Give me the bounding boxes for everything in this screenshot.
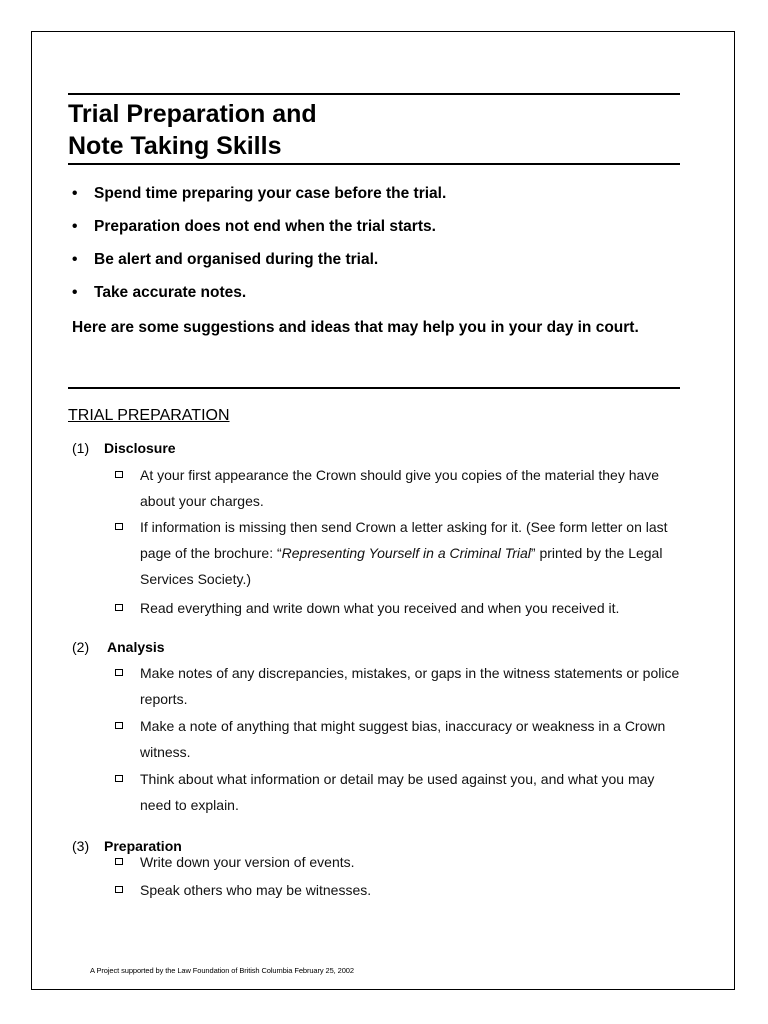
bullet-item <box>72 218 436 236</box>
list-item: At your first appearance the Crown should give you copies of the material they have about your charges. <box>140 467 660 509</box>
section-divider <box>68 387 680 389</box>
bullet-dot-icon: • <box>72 251 78 268</box>
bullet-text: Take accurate notes. <box>94 284 247 301</box>
list-item-text: If information is missing then send Crown a letter asking for it. (See form letter on last page of the brochure: “ <box>140 519 668 561</box>
list-item: Write down your version of events. <box>140 854 355 870</box>
list-item: Make a note of anything that might suggest bias, inaccuracy or weakness in a Crown witness. <box>140 718 666 760</box>
checkbox-bullet-icon <box>115 775 123 782</box>
subsection-number: (2) <box>72 639 90 655</box>
subsection-number: (1) <box>72 440 90 456</box>
subsection-heading: Preparation <box>104 838 182 854</box>
checkbox-bullet-icon <box>115 471 123 478</box>
subsection-heading: Disclosure <box>104 440 176 456</box>
checkbox-bullet-icon <box>115 722 123 729</box>
title-line-2: Note Taking Skills <box>68 132 282 160</box>
title-line-1: Trial Preparation and <box>68 100 317 128</box>
bullet-text: Preparation does not end when the trial starts. <box>94 218 436 235</box>
checkbox-bullet-icon <box>115 858 123 865</box>
bullet-item <box>72 284 246 302</box>
bullet-text: Spend time preparing your case before the trial. <box>94 185 447 202</box>
page-footer: A Project supported by the Law Foundation of British Columbia February 25, 2002 <box>90 966 354 975</box>
list-item: Make notes of any discrepancies, mistakes, or gaps in the witness statements or police reports. <box>140 665 680 707</box>
list-item: Speak others who may be witnesses. <box>140 882 372 898</box>
title-top-rule <box>68 93 680 95</box>
intro-paragraph: Here are some suggestions and ideas that may help you in your day in court. <box>72 319 639 336</box>
bullet-dot-icon: • <box>72 185 78 202</box>
checkbox-bullet-icon <box>115 523 123 530</box>
list-item <box>140 514 685 592</box>
section-heading: TRIAL PREPARATION <box>68 407 230 424</box>
bullet-dot-icon: • <box>72 218 78 235</box>
list-item-text: ” printed by the Legal Services Society.) <box>140 545 663 587</box>
title-bottom-rule <box>68 163 680 165</box>
checkbox-bullet-icon <box>115 886 123 893</box>
subsection-heading: Analysis <box>107 639 165 655</box>
page-title <box>68 98 317 162</box>
list-item: Read everything and write down what you received and when you received it. <box>140 600 620 616</box>
bullet-item <box>72 185 446 203</box>
bullet-dot-icon: • <box>72 284 78 301</box>
checkbox-bullet-icon <box>115 669 123 676</box>
bullet-item <box>72 251 378 269</box>
bullet-text: Be alert and organised during the trial. <box>94 251 379 268</box>
checkbox-bullet-icon <box>115 604 123 611</box>
list-item: Think about what information or detail may be used against you, and what you may need to explain. <box>140 771 655 813</box>
subsection-number: (3) <box>72 838 90 854</box>
brochure-title: Representing Yourself in a Criminal Trial <box>281 545 531 561</box>
